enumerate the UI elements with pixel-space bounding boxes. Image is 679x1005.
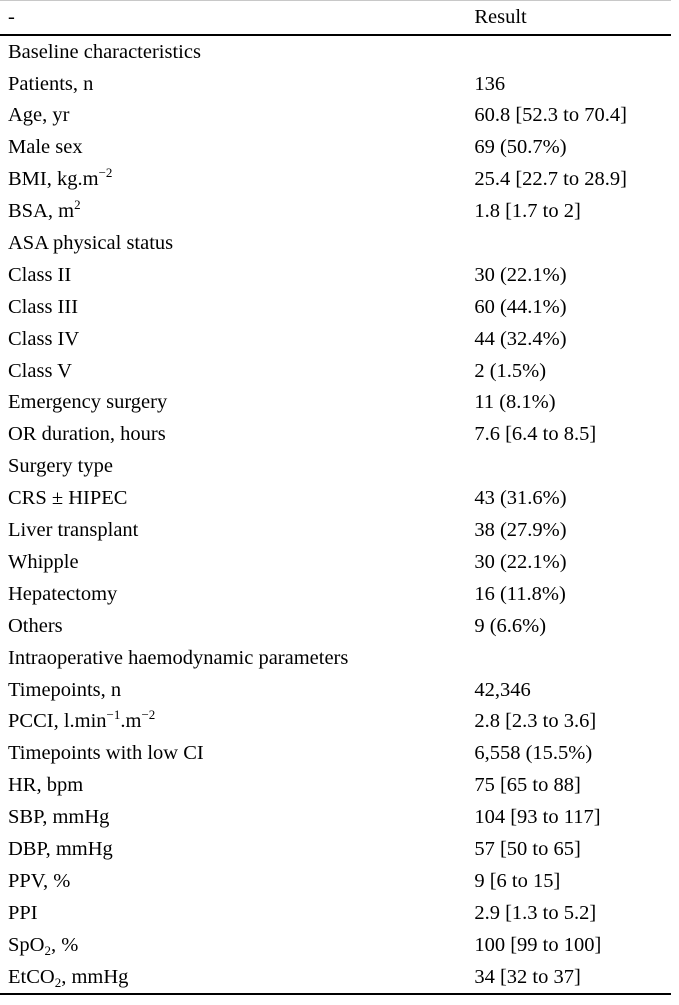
row-value: 43 (31.6%) (474, 487, 567, 510)
table-row (0, 578, 671, 610)
row-label-text: PCCI, l.min (8, 710, 107, 733)
row-label-subscript: 2 (44, 942, 51, 958)
section-label: Intraoperative haemodynamic parameters (8, 646, 349, 669)
table-row (0, 323, 671, 355)
row-value: 34 [32 to 37] (474, 965, 581, 988)
section-row-asa (0, 227, 671, 259)
header-row (0, 1, 671, 36)
table-body (0, 35, 671, 994)
row-value: 6,558 (15.5%) (474, 742, 593, 765)
row-label-text: BMI, kg.m (8, 168, 99, 191)
table-row (0, 514, 671, 546)
table-row (0, 100, 671, 132)
row-value: 38 (27.9%) (474, 519, 567, 542)
row-value: 42,346 (474, 678, 531, 701)
row-value: 9 [6 to 15] (474, 869, 561, 892)
table-row (0, 68, 671, 100)
row-value: 100 [99 to 100] (474, 933, 602, 956)
row-label-superscript-2: −2 (141, 707, 156, 723)
section-row-haemodynamic (0, 642, 671, 674)
row-label (0, 961, 466, 994)
row-label: PPV, % (8, 869, 71, 892)
row-label-subscript: 2 (54, 974, 62, 990)
table-row (0, 738, 671, 770)
row-value: 60.8 [52.3 to 70.4] (474, 104, 627, 127)
row-value: 69 (50.7%) (474, 136, 567, 159)
row-value: 30 (22.1%) (474, 550, 567, 573)
header-cell-label: - (8, 6, 15, 29)
row-value: 2.9 [1.3 to 5.2] (474, 901, 597, 924)
table-row (0, 961, 671, 994)
row-value: 136 (474, 72, 506, 95)
row-value: 9 (6.6%) (474, 614, 547, 637)
row-value: 1.8 [1.7 to 2] (474, 200, 581, 223)
row-value (466, 227, 671, 259)
table-row (0, 929, 671, 961)
row-label-text: EtCO (8, 965, 55, 988)
row-label (0, 164, 466, 196)
table-row (0, 674, 671, 706)
row-label: Hepatectomy (8, 582, 118, 605)
row-label: SBP, mmHg (8, 806, 110, 829)
row-value (466, 642, 671, 674)
table-row (0, 195, 671, 227)
table-row (0, 419, 671, 451)
row-value: 16 (11.8%) (474, 582, 566, 605)
section-row-surgery-type (0, 451, 671, 483)
table-row (0, 610, 671, 642)
row-label-superscript: −2 (98, 165, 113, 181)
section-label: ASA physical status (8, 232, 174, 255)
row-label: Emergency surgery (8, 391, 168, 414)
table-row (0, 865, 671, 897)
row-label-text-post: , mmHg (61, 965, 129, 988)
table-header (0, 1, 671, 36)
row-value (466, 451, 671, 483)
row-label (0, 195, 466, 227)
row-label: Class V (8, 359, 72, 382)
table-row (0, 291, 671, 323)
table-row (0, 482, 671, 514)
table-row (0, 132, 671, 164)
row-label-text: SpO (8, 933, 45, 956)
row-label: DBP, mmHg (8, 837, 113, 860)
row-value: 7.6 [6.4 to 8.5] (474, 423, 597, 446)
row-value: 30 (22.1%) (474, 263, 567, 286)
row-label: Patients, n (8, 72, 94, 95)
table-row (0, 387, 671, 419)
table-row (0, 769, 671, 801)
row-value: 2 (1.5%) (474, 359, 547, 382)
row-value: 75 [65 to 88] (474, 774, 581, 797)
row-label: Timepoints with low CI (8, 742, 204, 765)
table-row (0, 355, 671, 387)
row-label: OR duration, hours (8, 423, 166, 446)
row-label: PPI (8, 901, 38, 924)
table-row (0, 164, 671, 196)
header-cell-result: Result (474, 6, 527, 29)
row-label: Liver transplant (8, 519, 139, 542)
row-value: 11 (8.1%) (474, 391, 556, 414)
row-label: Male sex (8, 136, 83, 159)
row-value: 25.4 [22.7 to 28.9] (474, 168, 627, 191)
row-label-superscript: −1 (106, 707, 121, 723)
table-row (0, 801, 671, 833)
row-value (466, 35, 671, 68)
row-label-superscript: 2 (74, 197, 81, 213)
row-value: 44 (32.4%) (474, 327, 567, 350)
table-row (0, 259, 671, 291)
row-label-text-post: , % (50, 933, 79, 956)
row-label-text-mid: .m (120, 710, 142, 733)
row-label: Age, yr (8, 104, 70, 127)
row-label: Class II (8, 263, 72, 286)
row-label-text: BSA, m (8, 200, 75, 223)
row-label: Others (8, 614, 63, 637)
row-label: HR, bpm (8, 774, 84, 797)
row-label: Timepoints, n (8, 678, 122, 701)
row-value: 2.8 [2.3 to 3.6] (474, 710, 597, 733)
row-label: Class IV (8, 327, 80, 350)
table-row (0, 897, 671, 929)
table-row (0, 546, 671, 578)
row-value: 60 (44.1%) (474, 295, 567, 318)
table-row (0, 833, 671, 865)
section-row-baseline (0, 35, 671, 68)
section-label: Surgery type (8, 455, 113, 478)
row-label: Class III (8, 295, 79, 318)
row-label: Whipple (8, 550, 79, 573)
row-label: CRS ± HIPEC (8, 487, 128, 510)
row-label (0, 706, 466, 738)
row-label (0, 929, 466, 961)
section-label: Baseline characteristics (8, 40, 201, 63)
table-row (0, 706, 671, 738)
row-value: 104 [93 to 117] (474, 806, 601, 829)
row-value: 57 [50 to 65] (474, 837, 581, 860)
